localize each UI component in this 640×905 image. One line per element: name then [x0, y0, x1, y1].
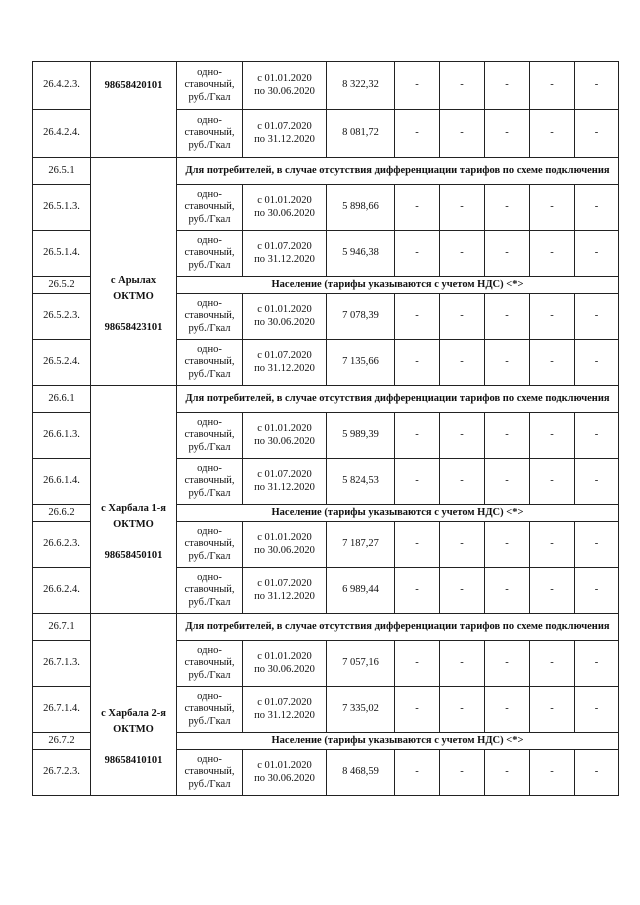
unit-cell [177, 687, 243, 733]
unit-text: руб./Гкал [188, 213, 231, 225]
row-code: 26.4.2.3. [33, 62, 91, 110]
period-cell [243, 110, 327, 158]
unit-text: одно- [197, 526, 222, 538]
empty-dash-cell: - [395, 413, 440, 459]
period-text: с 01.07.2020 [257, 350, 312, 362]
unit-text: одно- [197, 417, 222, 429]
empty-dash-cell: - [440, 750, 485, 796]
section-code: 26.6.2 [33, 505, 91, 522]
period-text: с 01.01.2020 [257, 532, 312, 544]
unit-text: руб./Гкал [188, 487, 231, 499]
empty-dash-cell: - [395, 110, 440, 158]
empty-dash-cell: - [440, 568, 485, 614]
period-text: по 31.12.2020 [254, 253, 315, 265]
unit-text: одно- [197, 115, 222, 127]
unit-text: руб./Гкал [188, 596, 231, 608]
period-text: по 30.06.2020 [254, 316, 315, 328]
empty-dash-cell: - [395, 750, 440, 796]
period-text: по 31.12.2020 [254, 709, 315, 721]
empty-dash-cell: - [395, 340, 440, 386]
period-cell [243, 62, 327, 110]
period-cell [243, 522, 327, 568]
empty-dash-cell: - [395, 294, 440, 340]
unit-text: одно- [197, 298, 222, 310]
unit-cell [177, 641, 243, 687]
section-header: Для потребителей, в случае отсутствия дифференциации тарифов по схеме подключения [177, 158, 619, 185]
tariff-value: 8 468,59 [327, 750, 395, 796]
oktmo-label: ОКТМО [113, 291, 154, 303]
empty-dash-cell: - [530, 110, 575, 158]
empty-dash-cell: - [575, 687, 619, 733]
unit-text: одно- [197, 691, 222, 703]
tariff-value: 7 078,39 [327, 294, 395, 340]
period-text: с 01.01.2020 [257, 423, 312, 435]
unit-text: ставочный, [184, 127, 235, 139]
unit-text: ставочный, [184, 429, 235, 441]
section-code: 26.5.1 [33, 158, 91, 185]
unit-text: одно- [197, 235, 222, 247]
empty-dash-cell: - [485, 687, 530, 733]
empty-dash-cell: - [575, 750, 619, 796]
period-text: по 30.06.2020 [254, 207, 315, 219]
empty-dash-cell: - [575, 641, 619, 687]
period-text: с 01.07.2020 [257, 578, 312, 590]
period-text: с 01.01.2020 [257, 651, 312, 663]
empty-dash-cell: - [440, 522, 485, 568]
settlement-name: с Харбала 1-я [101, 503, 166, 515]
unit-cell [177, 231, 243, 277]
row-code: 26.6.2.4. [33, 568, 91, 614]
period-text: с 01.01.2020 [257, 73, 312, 85]
tariff-value: 5 824,53 [327, 459, 395, 505]
settlement-cell [91, 386, 177, 614]
empty-dash-cell: - [440, 687, 485, 733]
unit-text: руб./Гкал [188, 91, 231, 103]
unit-text: ставочный, [184, 538, 235, 550]
table-row [33, 62, 619, 110]
empty-dash-cell: - [530, 185, 575, 231]
empty-dash-cell: - [440, 110, 485, 158]
unit-text: одно- [197, 67, 222, 79]
section-code: 26.6.1 [33, 386, 91, 413]
row-code: 26.7.1.3. [33, 641, 91, 687]
tariff-value: 5 898,66 [327, 185, 395, 231]
empty-dash-cell: - [440, 459, 485, 505]
empty-dash-cell: - [575, 568, 619, 614]
empty-dash-cell: - [530, 522, 575, 568]
section-header: Для потребителей, в случае отсутствия дифференциации тарифов по схеме подключения [177, 386, 619, 413]
period-text: по 31.12.2020 [254, 362, 315, 374]
unit-text: руб./Гкал [188, 550, 231, 562]
tariff-value: 7 335,02 [327, 687, 395, 733]
unit-cell [177, 413, 243, 459]
section-header-row [33, 386, 619, 413]
section-code: 26.7.1 [33, 614, 91, 641]
period-text: по 30.06.2020 [254, 544, 315, 556]
unit-cell [177, 185, 243, 231]
unit-text: руб./Гкал [188, 139, 231, 151]
unit-text: руб./Гкал [188, 669, 231, 681]
empty-dash-cell: - [485, 340, 530, 386]
settlement-block [91, 209, 176, 333]
empty-dash-cell: - [485, 750, 530, 796]
row-code: 26.7.1.4. [33, 687, 91, 733]
unit-text: ставочный, [184, 703, 235, 715]
row-code: 26.5.2.3. [33, 294, 91, 340]
section-header-row [33, 614, 619, 641]
section-header: Население (тарифы указываются с учетом НДС) <*> [177, 505, 619, 522]
empty-dash-cell: - [395, 231, 440, 277]
empty-dash-cell: - [440, 340, 485, 386]
oktmo-code: 98658423101 [104, 321, 163, 333]
empty-dash-cell: - [575, 294, 619, 340]
period-cell [243, 641, 327, 687]
period-text: с 01.07.2020 [257, 121, 312, 133]
empty-dash-cell: - [530, 750, 575, 796]
empty-dash-cell: - [530, 687, 575, 733]
unit-text: ставочный, [184, 657, 235, 669]
settlement-name: с Харбала 2-я [101, 708, 166, 720]
unit-cell [177, 568, 243, 614]
empty-dash-cell: - [530, 294, 575, 340]
empty-dash-cell: - [530, 231, 575, 277]
empty-dash-cell: - [485, 185, 530, 231]
empty-dash-cell: - [485, 294, 530, 340]
empty-dash-cell: - [485, 110, 530, 158]
period-cell [243, 185, 327, 231]
unit-cell [177, 750, 243, 796]
empty-dash-cell: - [530, 340, 575, 386]
empty-dash-cell: - [485, 413, 530, 459]
empty-dash-cell: - [530, 413, 575, 459]
tariff-table [32, 61, 619, 796]
unit-text: ставочный, [184, 79, 235, 91]
period-text: по 30.06.2020 [254, 85, 315, 97]
period-text: по 30.06.2020 [254, 772, 315, 784]
unit-text: ставочный, [184, 475, 235, 487]
period-text: по 30.06.2020 [254, 663, 315, 675]
unit-text: ставочный, [184, 356, 235, 368]
empty-dash-cell: - [575, 110, 619, 158]
oktmo-label: ОКТМО [113, 519, 154, 531]
empty-dash-cell: - [440, 294, 485, 340]
empty-dash-cell: - [440, 62, 485, 110]
period-text: с 01.07.2020 [257, 241, 312, 253]
unit-text: одно- [197, 572, 222, 584]
unit-cell [177, 62, 243, 110]
settlement-name: с Арылах [110, 275, 157, 287]
period-text: с 01.01.2020 [257, 304, 312, 316]
period-cell [243, 231, 327, 277]
unit-text: руб./Гкал [188, 441, 231, 453]
unit-text: ставочный, [184, 310, 235, 322]
empty-dash-cell: - [530, 641, 575, 687]
empty-dash-cell: - [440, 641, 485, 687]
unit-text: руб./Гкал [188, 778, 231, 790]
empty-dash-cell: - [395, 62, 440, 110]
section-header: Население (тарифы указываются с учетом НДС) <*> [177, 733, 619, 750]
tariff-value: 5 989,39 [327, 413, 395, 459]
row-code: 26.4.2.4. [33, 110, 91, 158]
tariff-value: 7 135,66 [327, 340, 395, 386]
empty-dash-cell: - [485, 231, 530, 277]
oktmo-code: 98658420101 [91, 62, 177, 158]
empty-dash-cell: - [395, 185, 440, 231]
row-code: 26.7.2.3. [33, 750, 91, 796]
section-header-row [33, 158, 619, 185]
unit-text: одно- [197, 645, 222, 657]
period-cell [243, 413, 327, 459]
unit-text: ставочный, [184, 766, 235, 778]
empty-dash-cell: - [440, 185, 485, 231]
empty-dash-cell: - [575, 231, 619, 277]
empty-dash-cell: - [575, 413, 619, 459]
period-text: с 01.07.2020 [257, 469, 312, 481]
row-code: 26.6.1.4. [33, 459, 91, 505]
empty-dash-cell: - [485, 641, 530, 687]
unit-cell [177, 340, 243, 386]
period-text: с 01.01.2020 [257, 760, 312, 772]
empty-dash-cell: - [395, 522, 440, 568]
empty-dash-cell: - [440, 231, 485, 277]
unit-text: ставочный, [184, 201, 235, 213]
tariff-value: 5 946,38 [327, 231, 395, 277]
unit-cell [177, 522, 243, 568]
settlement-block [91, 642, 176, 766]
section-header: Население (тарифы указываются с учетом НДС) <*> [177, 277, 619, 294]
tariff-value: 8 322,32 [327, 62, 395, 110]
oktmo-code: 98658410101 [104, 754, 163, 766]
empty-dash-cell: - [485, 522, 530, 568]
period-text: с 01.07.2020 [257, 697, 312, 709]
empty-dash-cell: - [530, 62, 575, 110]
period-text: по 30.06.2020 [254, 435, 315, 447]
settlement-cell [91, 158, 177, 386]
oktmo-code: 98658450101 [104, 549, 163, 561]
period-cell [243, 568, 327, 614]
unit-text: одно- [197, 189, 222, 201]
row-code: 26.5.1.4. [33, 231, 91, 277]
empty-dash-cell: - [485, 459, 530, 505]
section-code: 26.5.2 [33, 277, 91, 294]
unit-text: руб./Гкал [188, 715, 231, 727]
settlement-block [91, 437, 176, 561]
period-text: по 31.12.2020 [254, 133, 315, 145]
empty-dash-cell: - [395, 687, 440, 733]
section-header: Для потребителей, в случае отсутствия дифференциации тарифов по схеме подключения [177, 614, 619, 641]
unit-cell [177, 459, 243, 505]
row-code: 26.6.2.3. [33, 522, 91, 568]
empty-dash-cell: - [440, 413, 485, 459]
period-text: по 31.12.2020 [254, 481, 315, 493]
tariff-value: 8 081,72 [327, 110, 395, 158]
tariff-value: 6 989,44 [327, 568, 395, 614]
settlement-cell [91, 614, 177, 796]
unit-cell [177, 110, 243, 158]
empty-dash-cell: - [575, 185, 619, 231]
period-text: с 01.01.2020 [257, 195, 312, 207]
empty-dash-cell: - [530, 459, 575, 505]
unit-text: одно- [197, 344, 222, 356]
unit-text: руб./Гкал [188, 368, 231, 380]
tariff-value: 7 187,27 [327, 522, 395, 568]
row-code: 26.5.2.4. [33, 340, 91, 386]
row-code: 26.5.1.3. [33, 185, 91, 231]
empty-dash-cell: - [530, 568, 575, 614]
row-code: 26.6.1.3. [33, 413, 91, 459]
unit-text: ставочный, [184, 247, 235, 259]
period-cell [243, 687, 327, 733]
unit-cell [177, 294, 243, 340]
empty-dash-cell: - [395, 568, 440, 614]
oktmo-label: ОКТМО [113, 724, 154, 736]
period-cell [243, 459, 327, 505]
empty-dash-cell: - [575, 522, 619, 568]
empty-dash-cell: - [575, 340, 619, 386]
unit-text: одно- [197, 463, 222, 475]
empty-dash-cell: - [395, 459, 440, 505]
empty-dash-cell: - [575, 459, 619, 505]
empty-dash-cell: - [395, 641, 440, 687]
empty-dash-cell: - [485, 568, 530, 614]
period-cell [243, 340, 327, 386]
tariff-table-body [33, 62, 619, 796]
period-cell [243, 294, 327, 340]
empty-dash-cell: - [485, 62, 530, 110]
empty-dash-cell: - [575, 62, 619, 110]
unit-text: одно- [197, 754, 222, 766]
unit-text: ставочный, [184, 584, 235, 596]
tariff-value: 7 057,16 [327, 641, 395, 687]
unit-text: руб./Гкал [188, 322, 231, 334]
period-cell [243, 750, 327, 796]
unit-text: руб./Гкал [188, 259, 231, 271]
period-text: по 31.12.2020 [254, 590, 315, 602]
section-code: 26.7.2 [33, 733, 91, 750]
